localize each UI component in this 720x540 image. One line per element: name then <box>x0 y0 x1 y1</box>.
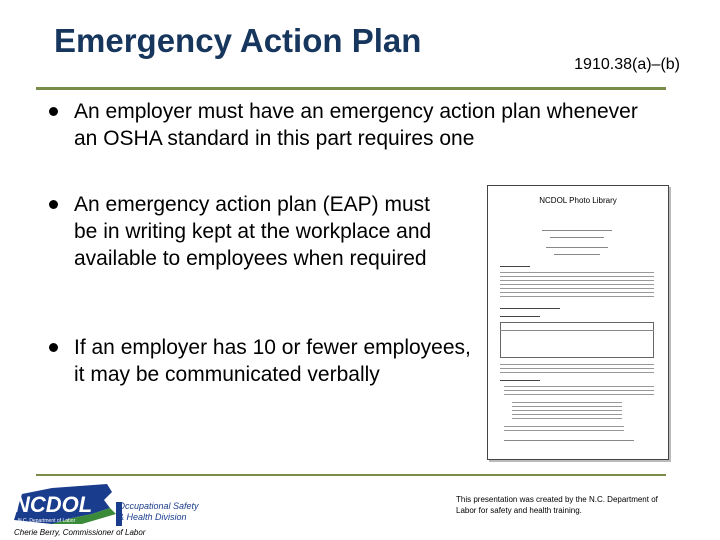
division-line2: & Health Division <box>118 512 187 522</box>
header-divider <box>36 87 666 90</box>
logo-subtitle: N.C. Department of Labor <box>18 518 76 524</box>
bullet-text: An employer must have an emergency action plan whenever an OSHA standard in this part requires one <box>74 100 638 150</box>
commissioner-name: Cherie Berry, Commissioner of Labor <box>14 528 146 537</box>
bullet-item <box>74 334 474 388</box>
division-name <box>118 501 199 523</box>
bullet-item <box>74 191 454 272</box>
bullet-dot-icon <box>49 107 58 116</box>
slide-title: Emergency Action Plan <box>54 22 422 59</box>
document-page-image <box>498 212 656 452</box>
logo-wordmark: NCDOL <box>14 492 93 517</box>
photo-caption: NCDOL Photo Library <box>539 196 617 205</box>
bullet-text: If an employer has 10 or fewer employees, it may be communicated verbally <box>74 336 471 386</box>
bullet-item <box>74 98 664 152</box>
footer-divider <box>36 474 666 476</box>
bullet-text: An emergency action plan (EAP) must be in writing kept at the workplace and available to employees when required <box>74 193 432 270</box>
bullet-dot-icon <box>49 343 58 352</box>
footer-credit: This presentation was created by the N.C. Department of Labor for safety and health training. <box>456 495 658 515</box>
division-line1: Occupational Safety <box>118 501 199 511</box>
osha-citation: 1910.38(a)–(b) <box>574 56 680 73</box>
bullet-dot-icon <box>49 200 58 209</box>
document-photo <box>487 185 669 460</box>
